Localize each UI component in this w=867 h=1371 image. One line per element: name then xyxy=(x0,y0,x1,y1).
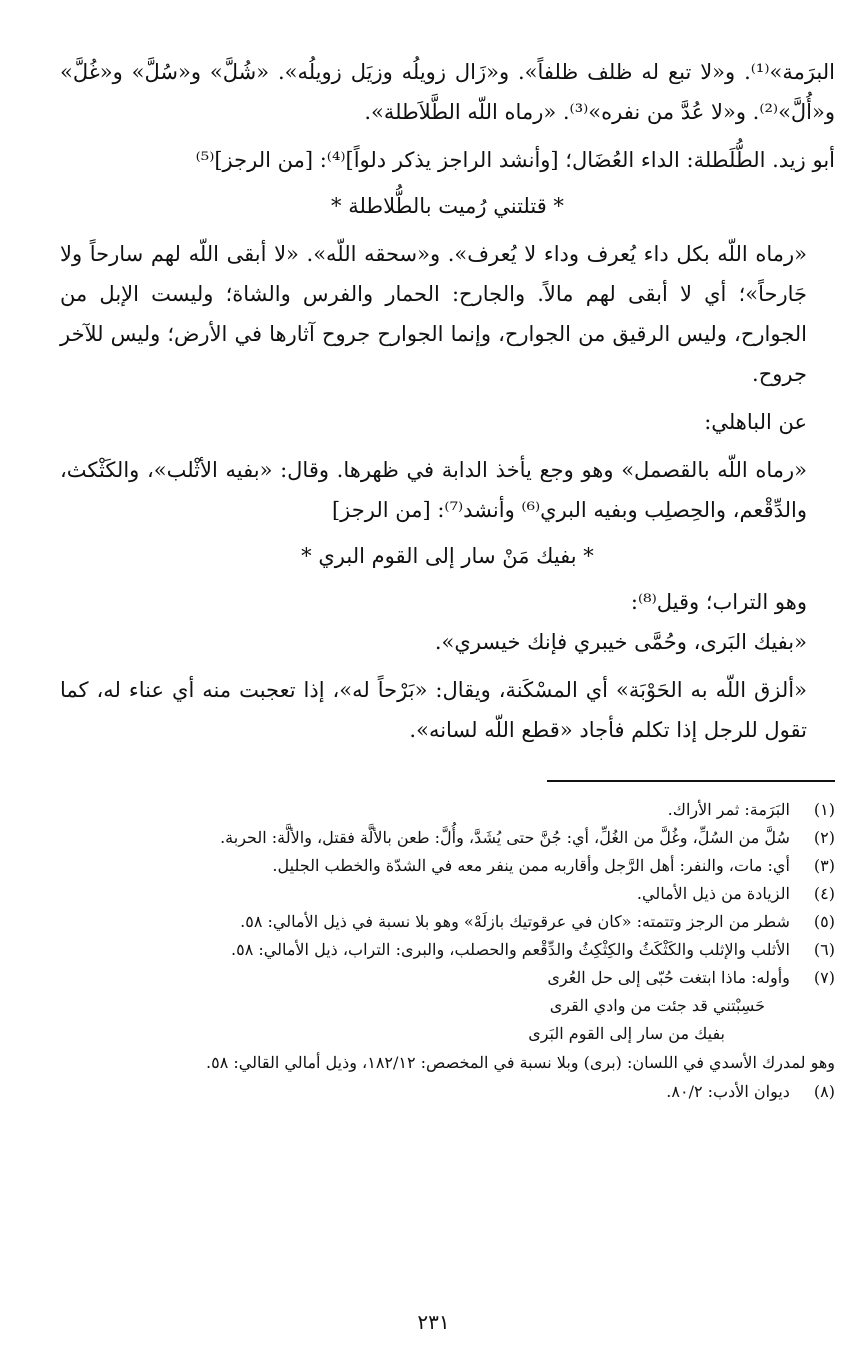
footnote-number: (٧) xyxy=(813,968,835,987)
footnote-8 xyxy=(60,1078,835,1106)
footnote-number: (٢) xyxy=(813,828,835,847)
footnote-text: وأوله: ماذا ابتغت حُبّى إلى حل العُرى xyxy=(547,968,790,987)
footnote-2 xyxy=(60,824,835,852)
body-paragraph-4: عن الباهلي: xyxy=(704,410,807,434)
footnote-7 xyxy=(60,964,835,992)
footnote-4 xyxy=(60,880,835,908)
footnote-number: (٣) xyxy=(813,856,835,875)
footnote-number: (١) xyxy=(813,800,835,819)
footnote-1 xyxy=(60,796,835,824)
footnote-text: الأثلب والإثلب والكَثْكَثُ والكِثْكِثُ والدِّقْعم والحصلب، والبرى: التراب، ذيل الأمالي: ٥٨. xyxy=(231,940,790,959)
body-paragraph-2: أبو زيد. الطُّلَطلة: الداء العُضَال؛ [وأنشد الراجز يذكر دلواً]⁽⁴⁾: [من الرجز]⁽⁵⁾ xyxy=(195,148,835,172)
body-paragraph-5: «رماه اللّه بالقصمل» وهو وجع يأخذ الدابة في ظهرها. وقال: «بفيه الأثْلب»، والكَثْكث، والدِّقْعم، والحِصلِب وبفيه البري⁽⁶⁾ وأنشد⁽⁷⁾: [من الرجز] xyxy=(60,458,807,522)
verse-line-2: * بفيك مَنْ سار إلى القوم البري * xyxy=(301,544,594,568)
footnote-number: (٤) xyxy=(813,884,835,903)
footnote-3 xyxy=(60,852,835,880)
footnotes xyxy=(60,796,835,1106)
footnote-7-verse-1: حَسِبْتني قد جئت من وادي القرى xyxy=(549,996,765,1015)
footnote-number: (٦) xyxy=(813,940,835,959)
footnote-text: الزيادة من ذيل الأمالي. xyxy=(636,884,790,903)
footnote-text: أي: مات، والنفر: أهل الرَّجل وأقاربه ممن ينفر معه في الشدّة والخطب الجليل. xyxy=(272,856,790,875)
footnote-text: شطر من الرجز وتتمته: «كان في عرقوتيك بازلَهْ» وهو بلا نسبة في ذيل الأمالي: ٥٨. xyxy=(240,912,790,931)
verse-line-1: * قتلتني رُميت بالطُّلاطلة * xyxy=(331,194,564,218)
page-content xyxy=(60,52,835,1352)
footnote-number: (٥) xyxy=(813,912,835,931)
body-paragraph-8: «ألزق اللّه به الحَوْبَة» أي المسْكَنة، ويقال: «بَرْحاً له»، إذا تعجبت منه أي عناء له، كما تقول للرجل إذا تكلم فأجاد «قطع اللّه لسانه». xyxy=(60,678,807,742)
footnote-5 xyxy=(60,908,835,936)
footnote-number: (٨) xyxy=(813,1082,835,1101)
body-paragraph-6: وهو التراب؛ وقيل⁽⁸⁾: xyxy=(630,590,807,614)
footnote-7-verse-2: بفيك من سار إلى القوم البَرى xyxy=(528,1024,725,1043)
footnote-7-continuation: وهو لمدرك الأسدي في اللسان: (برى) وبلا نسبة في المخصص: ١٨٢/١٢، وذيل أمالي القالي: ٥٨. xyxy=(206,1053,835,1072)
body-paragraph-1: البرَمة»⁽¹⁾. و«لا تبع له ظلف ظلفاً». و«زَال زويلُه وزيَل زويلُه». «شُلَّ» و«سُلَّ» و«غُلَّ» و«أُلَّ»⁽²⁾. و«لا عُدَّ من نفره»⁽³⁾. «رماه اللّه الطَّلاَطلة». xyxy=(60,60,835,124)
body-paragraph-7: «بفيك البَرى، وحُمَّى خيبري فإنك خيسري». xyxy=(434,630,807,654)
footnote-text: سُلَّ من السُلِّ، وغُلَّ من الغُلِّ، أي: جُنَّ حتى يُشَدَّ، وأُلَّ: طعن بالألَّة فقتل، والألَّة: الحربة. xyxy=(220,828,790,847)
body-paragraph-3: «رماه اللّه بكل داء يُعرف وداء لا يُعرف». و«سحقه اللّه». «لا أبقى اللّه لهم سارحاً ولا جَارحاً»؛ أي لا أبقى لهم مالاً. والجارح: الحمار والفرس والشاة؛ وليست الإبل من الجوارح، وليس الرقيق من الجوارح، وإنما الجوارح جروح آثارها في الأرض؛ وليس للآخر جروح. xyxy=(60,242,807,386)
footnote-text: ديوان الأدب: ٨٠/٢. xyxy=(666,1082,790,1101)
footnote-6 xyxy=(60,936,835,964)
page-number: ٢٣١ xyxy=(417,1310,450,1334)
footnote-text: البَرَمة: ثمر الأراك. xyxy=(667,800,790,819)
footnote-divider xyxy=(547,780,835,782)
